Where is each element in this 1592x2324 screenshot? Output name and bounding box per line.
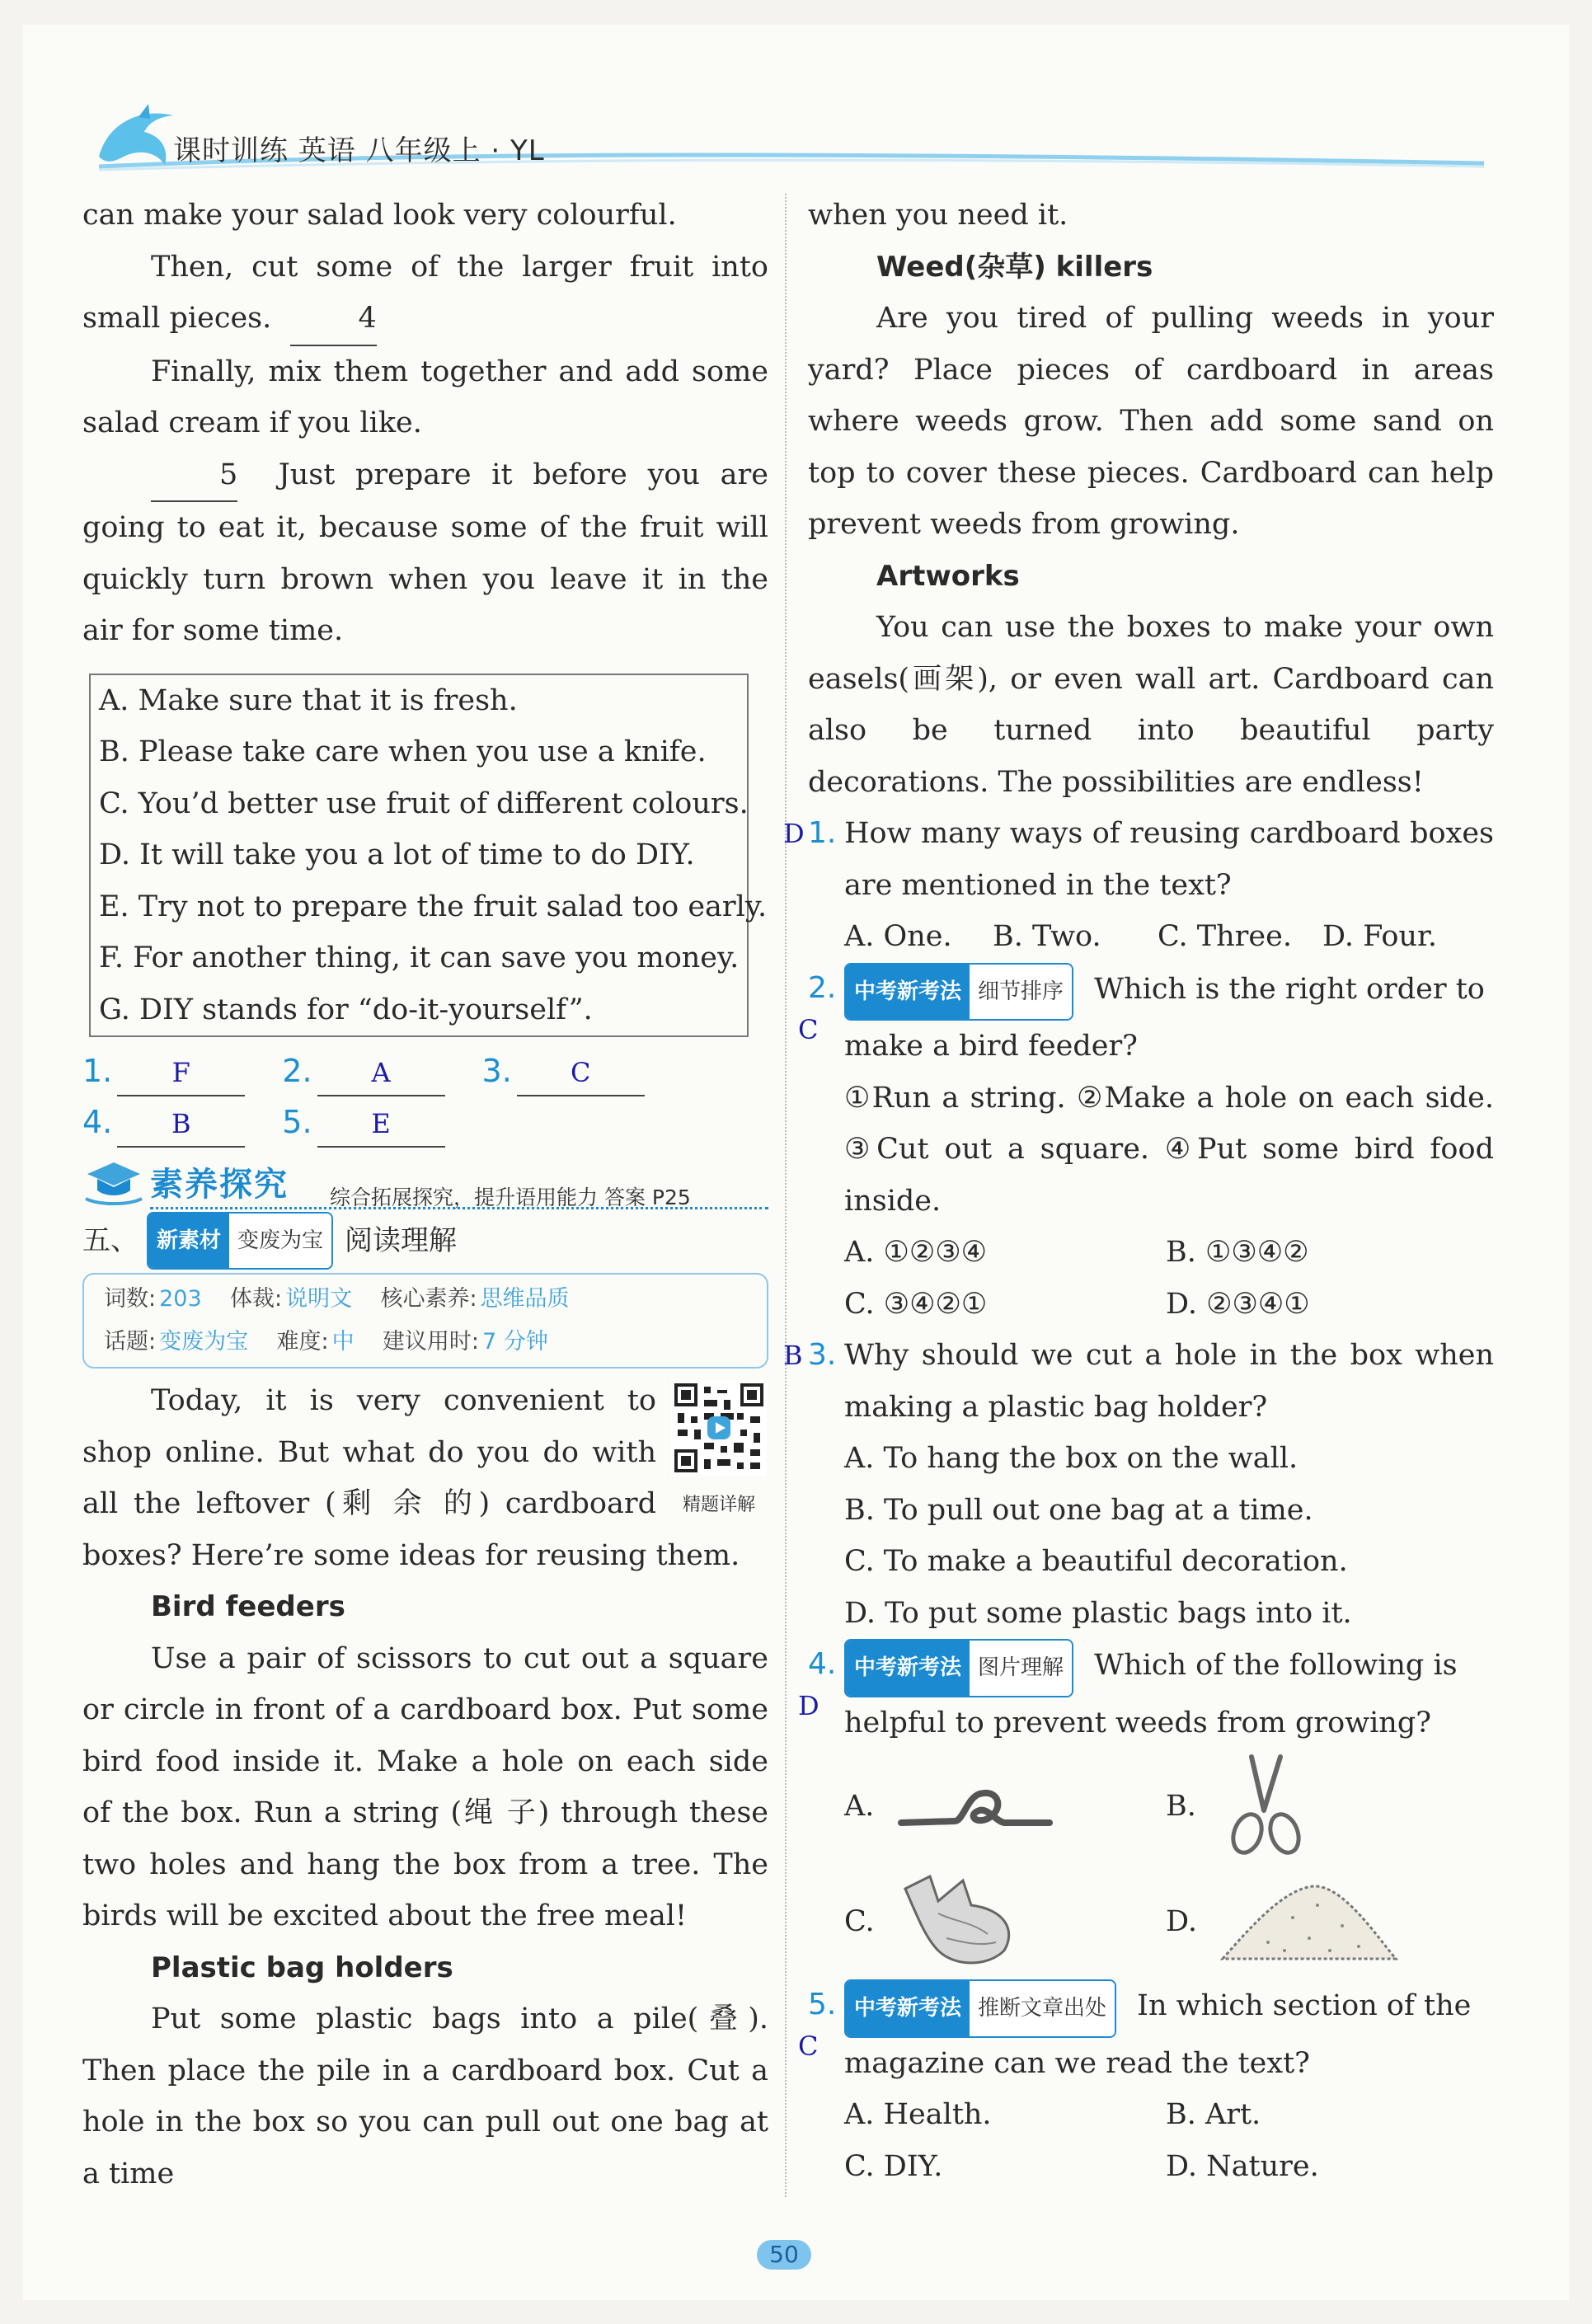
answer-blank-1[interactable] [117,1057,245,1096]
question-2 [798,963,1494,1073]
part-number: 五、 [82,1223,139,1257]
answer-number: 2. [282,1052,312,1089]
material-tag [147,1212,333,1270]
options-row [808,911,1494,963]
info-value: 说明文 [285,1286,353,1312]
tag-value: 变废为宝 [229,1214,331,1269]
handwritten-answer: D [783,818,805,849]
option-c[interactable]: C. DIY. [844,2149,943,2183]
info-value: 思维品质 [480,1286,570,1312]
answer-blank-4[interactable] [117,1108,245,1148]
options-box [89,674,768,1038]
subheading-weed-killers: Weed(杂草) killers [876,250,1153,284]
option-b[interactable]: B. Two. [993,920,1101,953]
info-value: 变废为宝 [159,1329,249,1354]
question-number: 3. [808,1338,837,1372]
info-row [104,1278,747,1321]
question-3 [783,1330,1494,1433]
info-key: 建议用时: [382,1329,480,1354]
option-a[interactable]: A. Health. [844,2098,992,2131]
option-c[interactable] [844,1864,1166,1979]
answer-row [82,1096,768,1148]
subheading-plastic-bag-holders: Plastic bag holders [151,1951,453,1984]
question-5 [798,1979,1494,2089]
option-a[interactable]: A. ①②③④ [844,1236,988,1269]
passage-intro: Today, it is very convenient to shop online. But what do you do with all the leftover (剩 余 的) cardboard boxes? Here’re some ideas for reusing them. [82,1384,740,1572]
header-title: 课时训练 英语 八年级上 · YL [173,134,545,167]
info-value: 中 [331,1329,355,1354]
plastic-bag-icon [897,1872,1021,1971]
question-text: Which is the right order to make a bird feeder? [844,972,1485,1063]
exam-tag [844,963,1073,1021]
exam-tag [844,1639,1073,1697]
part-name: 阅读理解 [345,1223,458,1257]
qr-code-block[interactable] [669,1380,768,1515]
dolphin-logo-icon [91,99,181,177]
tag-label: 中考新考法 [846,965,970,1020]
option-d[interactable]: D. ②③④① [1166,1287,1310,1321]
passage-paragraph: Use a pair of scissors to cut out a square or circle in front of a cardboard box. Put some bird food inside it. Make a hole on each side of the box. Run a string (绳 子) through these two holes and hang the box from a tree. The birds will be excited about the free meal! [82,1641,768,1932]
answer-text: B [171,1108,191,1139]
passage-line: can make your salad look very colourful. [82,199,677,232]
tag-value: 图片理解 [970,1641,1072,1696]
answer-number: 1. [82,1052,113,1089]
handwritten-answer: D [798,1690,819,1721]
passage-paragraph: You can use the boxes to make your own easels(画架), or even wall art. Cardboard can also be turned into beautiful party decorations. The possibilities are endless! [808,611,1494,799]
option-b: B. Please take care when you use a knife. [99,735,707,768]
answer-row [82,1045,768,1096]
options-grid [808,1227,1494,1330]
option-label: D. [1166,1904,1197,1938]
question-text: Why should we cut a hole in the box when making a plastic bag holder? [844,1339,1494,1424]
subheading-artworks: Artworks [876,559,1020,593]
answer-text: F [171,1057,190,1088]
option-d: D. It will take you a lot of time to do DIY. [99,838,695,871]
info-key: 体裁: [230,1286,283,1312]
right-column [783,190,1494,2192]
column-divider [785,194,787,2197]
option-a[interactable]: A. One. [844,920,952,953]
rope-icon [897,1773,1054,1839]
passage-text: Just prepare it before you are going to eat it, because some of the fruit will quickly turn brown when you leave it in the air for some time. [82,458,768,647]
qr-label: 精题详解 [682,1494,755,1515]
answer-blank-2[interactable] [317,1057,445,1096]
option-b[interactable]: B. Art. [1166,2098,1261,2131]
options-grid [808,2089,1494,2192]
answer-text: E [371,1108,391,1139]
handwritten-answer: C [798,1013,819,1045]
info-key: 核心素养: [380,1286,477,1312]
option-label: C. [844,1904,875,1938]
option-a[interactable] [844,1749,1166,1864]
section-title: 素养探究 [150,1166,289,1204]
passage-info-box [82,1273,768,1369]
info-row [104,1321,747,1364]
option-e: E. Try not to prepare the fruit salad too early. [99,890,768,923]
info-key: 词数: [104,1286,157,1312]
option-c: C. You’d better use fruit of different colours. [99,786,749,820]
page-number: 50 [757,2240,811,2270]
option-b[interactable] [1166,1749,1487,1864]
section-subtitle: 综合拓展探究，提升语用能力 答案 P25 [330,1185,691,1209]
info-value: 7 分钟 [482,1329,548,1354]
tag-label: 中考新考法 [846,1641,970,1696]
passage-text: Then, cut some of the larger fruit into small pieces. [82,250,768,335]
option-c[interactable]: C. To make a beautiful decoration. [844,1545,1348,1578]
option-c[interactable]: C. Three. [1158,920,1292,953]
subheading-bird-feeders: Bird feeders [151,1590,345,1623]
answer-number: 5. [282,1103,312,1140]
passage-paragraph: Are you tired of pulling weeds in your yard? Place pieces of cardboard in areas where weeds grow. Then add some sand on top to cover these pieces. Cardboard can help prevent weeds from growing. [808,302,1494,541]
question-text: Which of the following is helpful to prevent weeds from growing? [844,1649,1458,1739]
handwritten-answer: B [783,1340,803,1371]
section-underline [150,1207,768,1209]
question-number: 1. [808,816,837,850]
info-key: 难度: [276,1329,329,1354]
answer-blank-3[interactable] [517,1057,645,1096]
option-label: B. [1166,1789,1196,1823]
option-a: A. Make sure that it is fresh. [99,683,518,717]
scissors-icon [1219,1753,1309,1860]
page-header [82,99,1484,190]
question-number: 5. [808,1988,837,2021]
option-b[interactable]: B. ①③④② [1166,1236,1309,1269]
option-d[interactable]: D. Four. [1322,920,1438,953]
question-number: 2. [808,970,837,1005]
handwritten-answer: C [798,2031,819,2062]
option-d[interactable] [1166,1864,1487,1979]
option-d[interactable]: D. Nature. [1166,2149,1319,2183]
answer-number: 3. [481,1052,512,1089]
tag-label: 新素材 [148,1214,229,1269]
tag-value: 推断文章出处 [970,1981,1115,2036]
graduation-cap-icon [82,1154,145,1209]
option-b[interactable]: B. To pull out one bag at a time. [844,1493,1313,1527]
question-1 [783,808,1494,911]
passage-paragraph [82,449,768,657]
section-header [82,1154,768,1212]
tag-value: 细节排序 [970,965,1072,1020]
option-label: A. [844,1789,875,1823]
passage-paragraph: Finally, mix them together and add some salad cream if you like. [82,354,768,439]
passage-paragraph [82,242,768,346]
qr-code-icon[interactable] [671,1380,767,1476]
tag-label: 中考新考法 [846,1981,970,2036]
sand-pile-icon [1219,1876,1400,1967]
question-text: How many ways of reusing cardboard boxes are mentioned in the text? [844,817,1494,902]
info-key: 话题: [104,1329,157,1354]
answer-text: A [371,1057,391,1088]
answer-blank-5[interactable] [317,1108,445,1148]
answer-text: C [571,1057,591,1088]
question-text: In which section of the magazine can we read the text? [844,1989,1472,2080]
passage-line: when you need it. [808,199,1068,232]
option-d[interactable]: D. To put some plastic bags into it. [844,1596,1352,1630]
answer-number: 4. [82,1103,113,1140]
option-c[interactable]: C. ③④②① [844,1287,988,1321]
left-column [82,190,768,2200]
info-value: 203 [159,1286,202,1312]
blank-5: 5 [151,449,237,503]
option-f: F. For another thing, it can save you money. [99,941,740,974]
exam-tag [844,1979,1116,2038]
question-number: 4. [808,1647,837,1681]
question-4 [798,1639,1494,1749]
picture-options [808,1749,1494,1979]
option-a[interactable]: A. To hang the box on the wall. [844,1442,1298,1475]
passage-paragraph: Put some plastic bags into a pile(叠). Then place the pile in a cardboard box. Cut a hole in the box so you can pull out one bag at a time [82,2002,768,2190]
blank-4: 4 [290,293,377,346]
order-items: ①Run a string. ②Make a hole on each side. ③Cut out a square. ④Put some bird food inside. [844,1081,1494,1218]
option-g: G. DIY stands for “do-it-yourself”. [99,993,593,1026]
